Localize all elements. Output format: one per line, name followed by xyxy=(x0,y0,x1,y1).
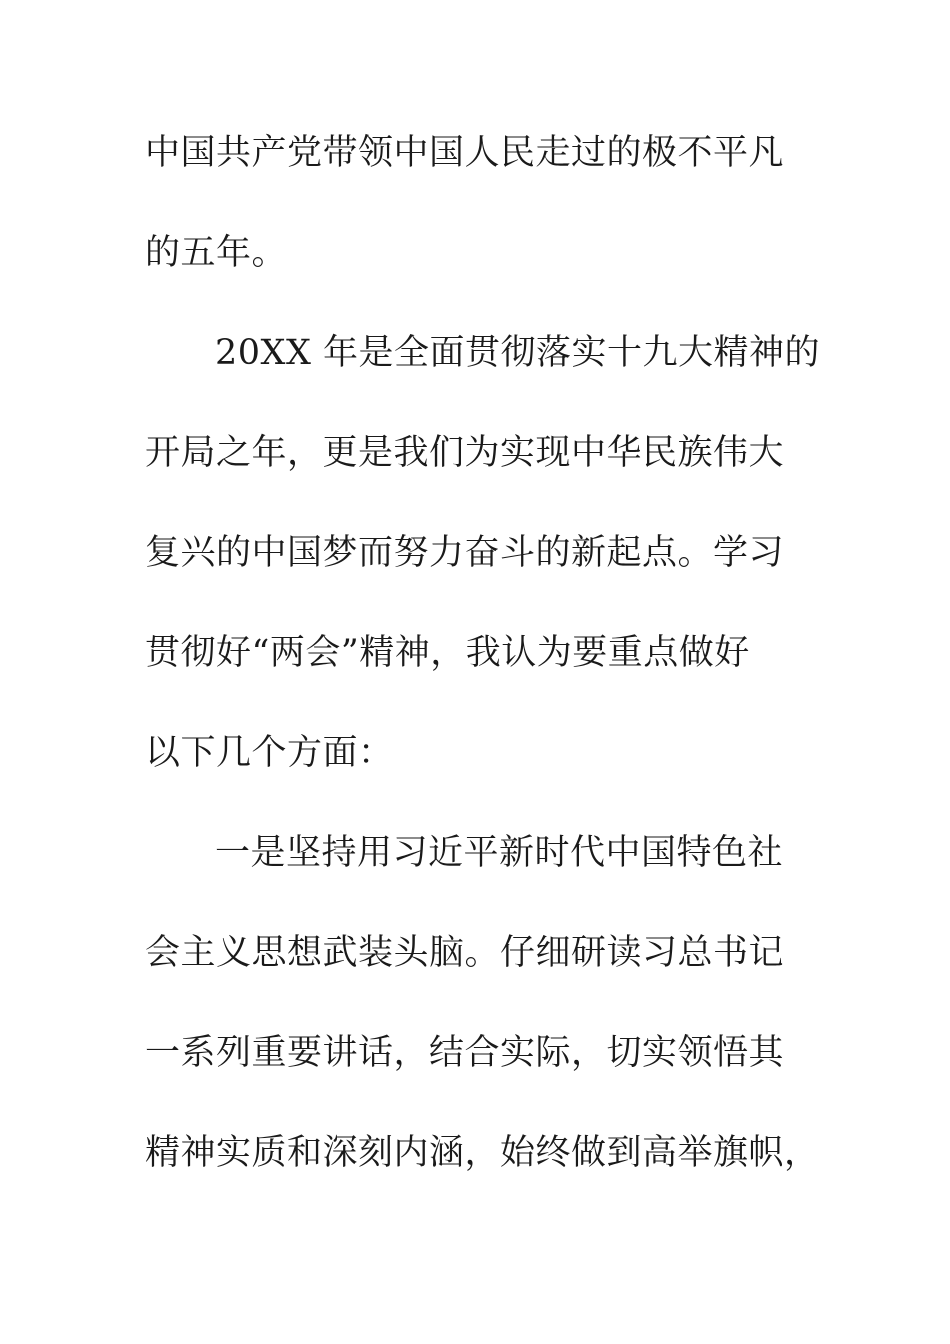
paragraph-line: 会主义思想武装头脑。仔细研读习总书记 xyxy=(145,933,785,973)
paragraph-line: 中国共产党带领中国人民走过的极不平凡 xyxy=(145,133,785,173)
paragraph-line: 一是坚持用习近平新时代中国特色社 xyxy=(215,833,784,873)
paragraph-line: 20XX 年是全面贯彻落实十九大精神的 xyxy=(215,333,820,373)
paragraph-line: 精神实质和深刻内涵，始终做到高举旗帜， xyxy=(145,1133,820,1173)
paragraph-line: 的五年。 xyxy=(145,233,288,273)
paragraph-line: 开局之年，更是我们为实现中华民族伟大 xyxy=(145,433,785,473)
paragraph-line: 一系列重要讲话，结合实际，切实领悟其 xyxy=(145,1033,785,1073)
paragraph-line: 复兴的中国梦而努力奋斗的新起点。学习 xyxy=(145,533,785,573)
paragraph-line: 以下几个方面： xyxy=(145,733,394,773)
paragraph-line: 贯彻好“两会”精神，我认为要重点做好 xyxy=(145,633,750,673)
